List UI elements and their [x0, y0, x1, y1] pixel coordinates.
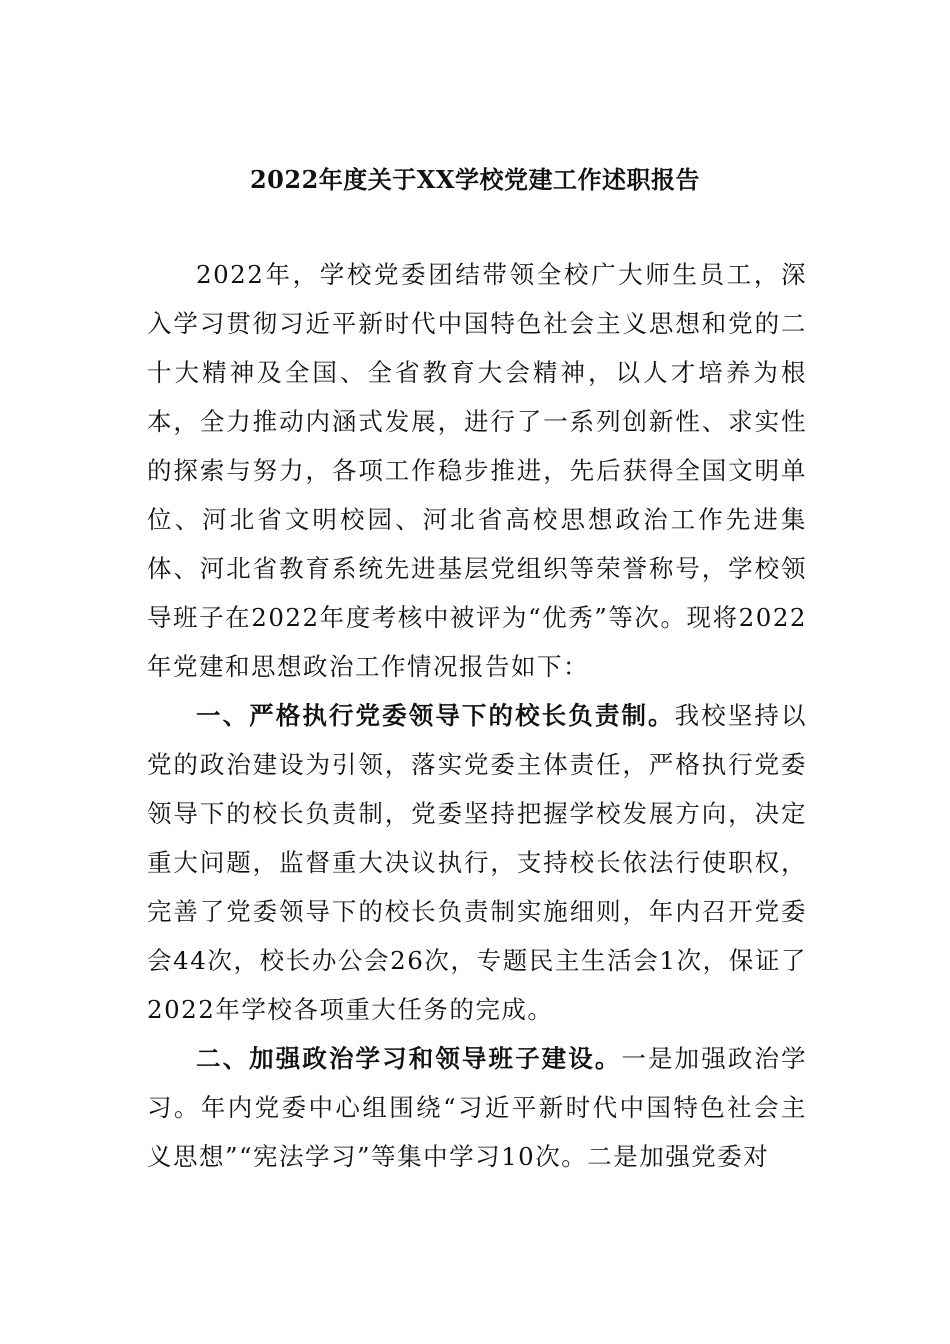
document-body [147, 250, 807, 1181]
section-2-heading: 二、加强政治学习和领导班子建设。 [196, 1044, 622, 1073]
section-1-heading: 一、严格执行党委领导下的校长负责制。 [196, 701, 675, 730]
section-1-paragraph [147, 691, 807, 1034]
section-2-paragraph [147, 1034, 807, 1181]
document-title: 2022年度关于XX学校党建工作述职报告 [249, 165, 701, 194]
section-2-text: 一是加强政治学习。年内党委中心组围绕“习近平新时代中国特色社会主义思想”“宪法学习”等集中学习10次。二是加强党委对 [147, 1044, 807, 1171]
intro-paragraph [147, 250, 807, 691]
section-1-text: 我校坚持以党的政治建设为引领，落实党委主体责任，严格执行党委领导下的校长负责制，党委坚持把握学校发展方向，决定重大问题，监督重大决议执行，支持校长依法行使职权，完善了党委领导下的校长负责制实施细则，年内召开党委会44次，校长办公会26次，专题民主生活会1次，保证了2022年学校各项重大任务的完成。 [147, 701, 808, 1024]
intro-paragraph-text: 2022年，学校党委团结带领全校广大师生员工，深入学习贯彻习近平新时代中国特色社会主义思想和党的二十大精神及全国、全省教育大会精神，以人才培养为根本，全力推动内涵式发展，进行了一系列创新性、求实性的探索与努力，各项工作稳步推进，先后获得全国文明单位、河北省文明校园、河北省高校思想政治工作先进集体、河北省教育系统先进基层党组织等荣誉称号，学校领导班子在2022年度考核中被评为“优秀”等次。现将2022年党建和思想政治工作情况报告如下： [147, 260, 807, 681]
